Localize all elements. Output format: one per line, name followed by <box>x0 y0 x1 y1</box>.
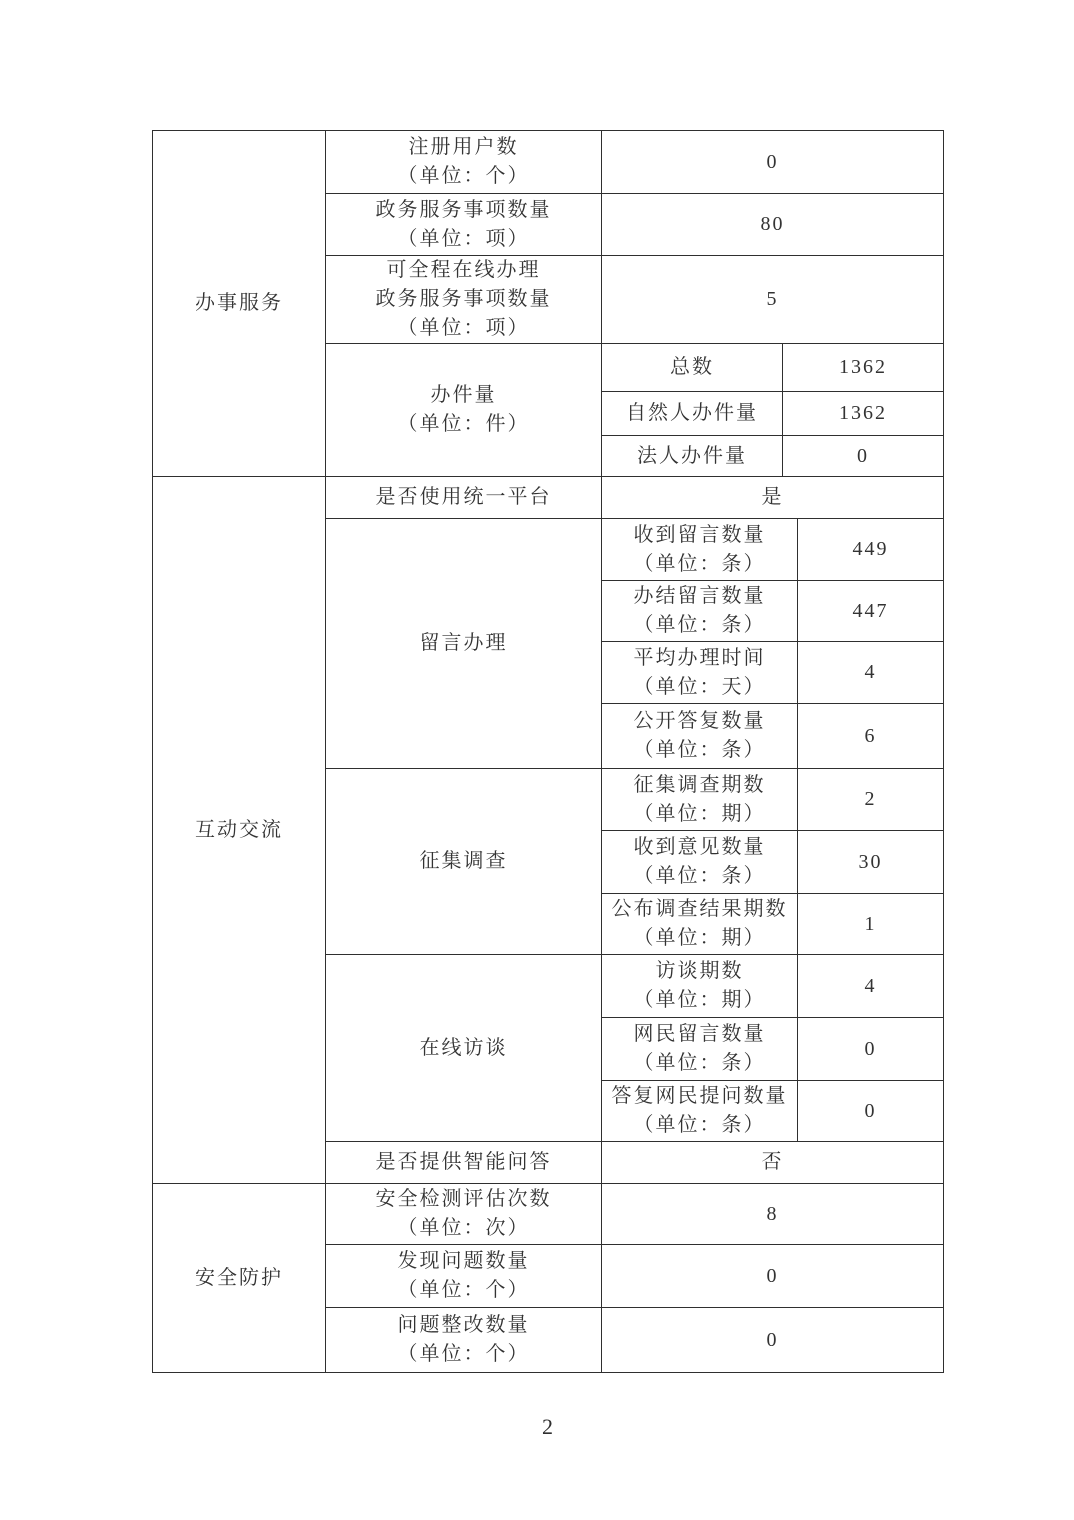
category-label: 办事服务 <box>195 292 283 314</box>
submetric-label-cell <box>602 519 798 581</box>
metric-label-cell <box>326 1308 602 1373</box>
metric-label-line: 可全程在线办理 <box>386 259 541 281</box>
submetric-label-cell <box>602 392 783 436</box>
metric-unit-line: （单位：次） <box>397 1217 530 1239</box>
metric-value-cell: 是 <box>602 477 944 519</box>
submetric-unit-line: （单位：期） <box>633 802 766 825</box>
submetric-label-line: 征集调查期数 <box>633 773 766 796</box>
submetric-label-cell <box>602 704 798 769</box>
metric-label-cell <box>326 477 602 519</box>
submetric-value-cell: 4 <box>798 642 944 704</box>
category-cell-services <box>153 131 326 477</box>
submetric-value-cell: 1362 <box>783 344 944 392</box>
submetric-label-line: 自然人办件量 <box>626 402 758 424</box>
submetric-value-cell: 30 <box>798 831 944 894</box>
submetric-label-line: 办结留言数量 <box>633 585 766 607</box>
submetric-unit-line: （单位：条） <box>633 552 766 575</box>
metric-value-cell: 0 <box>602 1308 944 1373</box>
metric-unit-line: （单位：个） <box>397 165 530 187</box>
group-unit-line: （单位：件） <box>397 413 530 435</box>
category-cell-interaction <box>153 477 326 1184</box>
submetric-value-cell: 447 <box>798 581 944 642</box>
submetric-unit-line: （单位：条） <box>633 1114 766 1136</box>
submetric-value-cell: 0 <box>798 1081 944 1142</box>
submetric-value-cell: 2 <box>798 769 944 831</box>
submetric-label-line: 收到留言数量 <box>633 523 766 546</box>
submetric-label-line: 公开答复数量 <box>633 710 766 732</box>
category-label: 互动交流 <box>195 818 283 841</box>
metric-value-cell: 否 <box>602 1142 944 1184</box>
metric-label-line: 发现问题数量 <box>397 1250 530 1272</box>
submetric-label-cell <box>602 955 798 1018</box>
category-cell-security <box>153 1184 326 1373</box>
submetric-label-line: 平均办理时间 <box>633 646 766 669</box>
group-label-line: 征集调查 <box>419 850 508 872</box>
submetric-label-cell <box>602 1081 798 1142</box>
metric-group-cell <box>326 769 602 955</box>
submetric-label-cell <box>602 769 798 831</box>
submetric-label-line: 公布调查结果期数 <box>611 898 788 920</box>
submetric-label-line: 法人办件量 <box>637 444 747 467</box>
submetric-label-line: 收到意见数量 <box>633 836 766 858</box>
submetric-unit-line: （单位：条） <box>633 1052 766 1074</box>
metrics-table <box>152 130 944 1373</box>
submetric-value-cell: 4 <box>798 955 944 1018</box>
submetric-unit-line: （单位：期） <box>633 989 766 1011</box>
metric-label-cell <box>326 256 602 344</box>
metric-label-line: 问题整改数量 <box>397 1314 530 1336</box>
metric-group-cell <box>326 519 602 769</box>
page-number: 2 <box>542 1414 553 1439</box>
submetric-label-cell <box>602 581 798 642</box>
metric-unit-line: （单位：项） <box>397 227 530 250</box>
submetric-label-line: 访谈期数 <box>655 960 744 982</box>
submetric-label-cell <box>602 344 783 392</box>
group-label-line: 留言办理 <box>419 632 508 654</box>
metric-label-line: 政务服务事项数量 <box>375 198 552 221</box>
metric-unit-line: （单位：个） <box>397 1279 530 1301</box>
submetric-unit-line: （单位：期） <box>633 927 766 949</box>
submetric-label-line: 总数 <box>670 356 714 378</box>
submetric-unit-line: （单位：天） <box>633 675 766 698</box>
submetric-unit-line: （单位：条） <box>633 865 766 887</box>
metric-value-cell: 80 <box>602 194 944 256</box>
submetric-unit-line: （单位：条） <box>633 739 766 761</box>
submetric-label-cell <box>602 831 798 894</box>
submetric-value-cell: 1 <box>798 894 944 955</box>
metric-label-line: 是否使用统一平台 <box>375 486 552 508</box>
category-label: 安全防护 <box>195 1266 283 1289</box>
metric-label-line: 是否提供智能问答 <box>375 1151 552 1173</box>
submetric-value-cell: 449 <box>798 519 944 581</box>
metric-group-cell <box>326 344 602 477</box>
submetric-value-cell: 0 <box>783 436 944 477</box>
metric-group-cell <box>326 955 602 1142</box>
submetric-label-cell <box>602 894 798 955</box>
submetric-unit-line: （单位：条） <box>633 614 766 636</box>
submetric-label-line: 答复网民提问数量 <box>611 1085 788 1107</box>
submetric-value-cell: 1362 <box>783 392 944 436</box>
submetric-label-cell <box>602 642 798 704</box>
metric-unit-line: （单位：个） <box>397 1343 530 1365</box>
metric-unit-line: （单位：项） <box>397 317 530 339</box>
metric-label-cell <box>326 1184 602 1245</box>
submetric-value-cell: 0 <box>798 1018 944 1081</box>
metric-value-cell: 5 <box>602 256 944 344</box>
metric-label-line: 注册用户数 <box>408 136 519 158</box>
metric-label-line: 政务服务事项数量 <box>375 288 552 310</box>
submetric-label-cell <box>602 1018 798 1081</box>
metric-value-cell: 8 <box>602 1184 944 1245</box>
group-label-line: 办件量 <box>430 384 497 406</box>
metric-value-cell: 0 <box>602 1245 944 1308</box>
metric-label-line: 安全检测评估次数 <box>375 1188 552 1210</box>
submetric-label-cell <box>602 436 783 477</box>
group-label-line: 在线访谈 <box>419 1036 508 1059</box>
metric-value-cell: 0 <box>602 131 944 194</box>
submetric-label-line: 网民留言数量 <box>633 1023 766 1045</box>
submetric-value-cell: 6 <box>798 704 944 769</box>
metric-label-cell <box>326 131 602 194</box>
metric-label-cell <box>326 1245 602 1308</box>
metric-label-cell <box>326 194 602 256</box>
metric-label-cell <box>326 1142 602 1184</box>
